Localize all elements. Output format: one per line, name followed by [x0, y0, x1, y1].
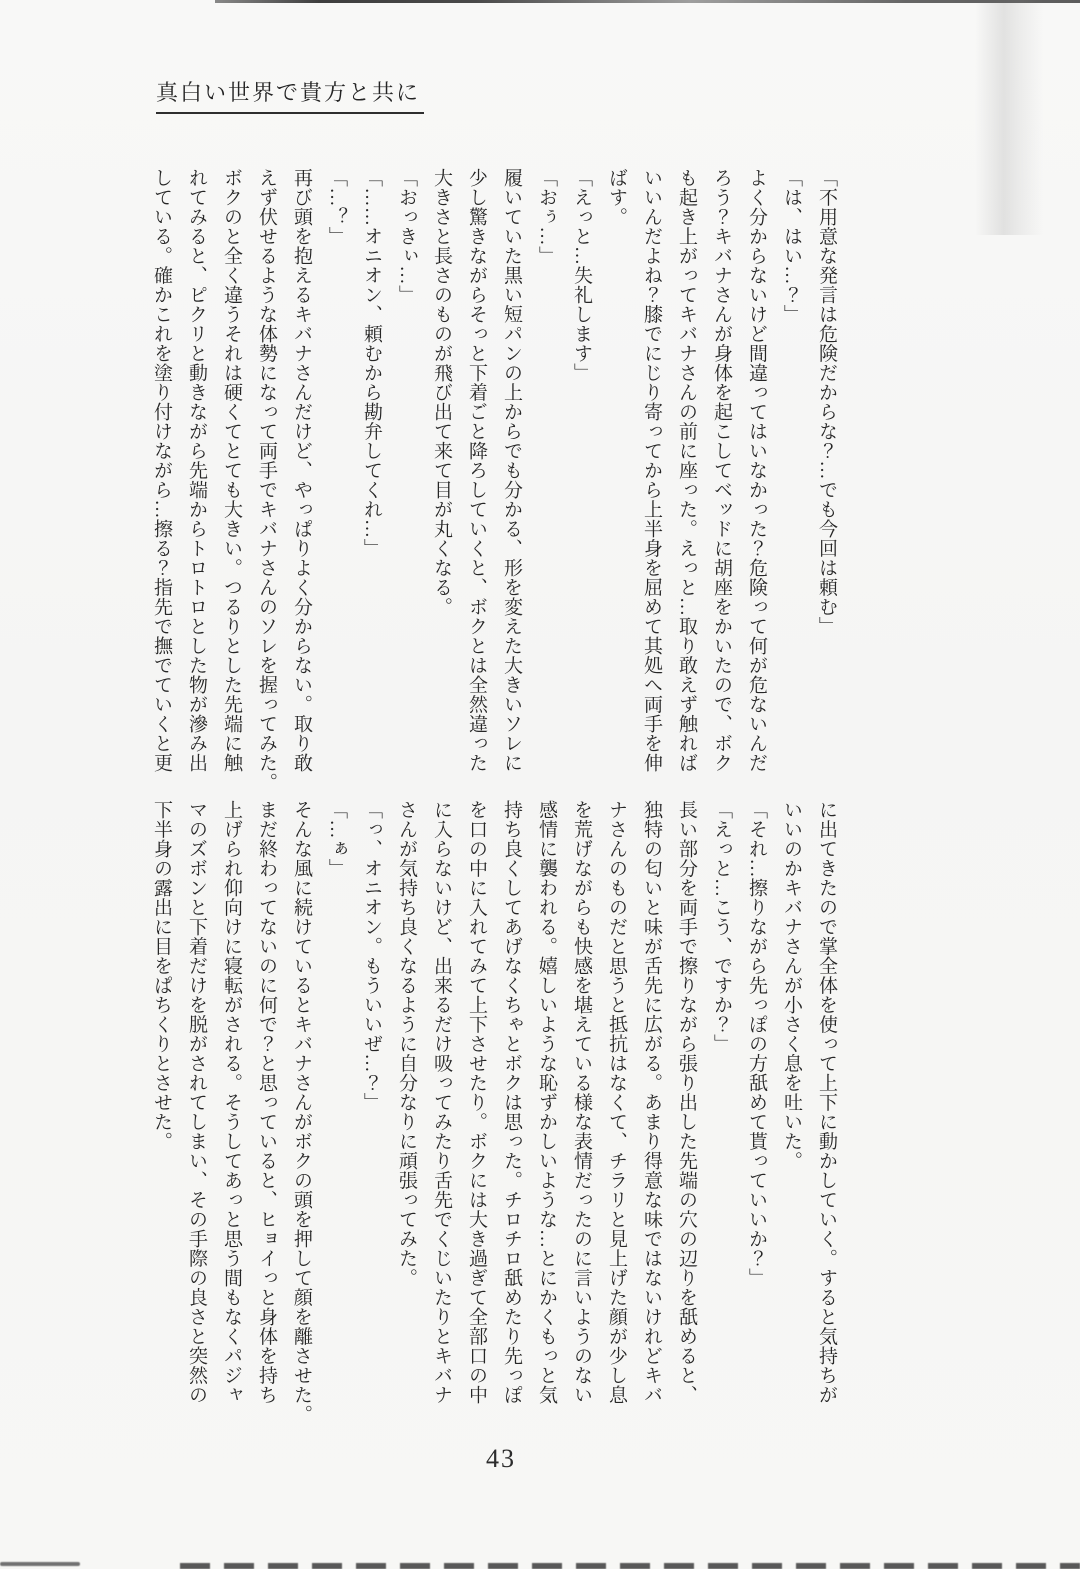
- scan-artifact-bottom-edge: [0, 1561, 1080, 1569]
- text-column: 「えっと…失礼します」: [571, 168, 592, 383]
- page-header-title: 真白い世界で貴方と共に: [156, 76, 424, 114]
- text-column: を荒げながらも快感を堪えている様な表情だったのに言いようのない: [571, 800, 592, 1405]
- text-column: に入らないけど、出来るだけ吸ってみたり舌先でくじいたりとキバナ: [431, 800, 452, 1405]
- text-column: 少し驚きながらそっと下着ごと降ろしていくと、ボクとは全然違った: [466, 168, 487, 773]
- text-column: 「えっと…こう、ですか？」: [711, 800, 732, 1054]
- text-column: よく分からないけど間違ってはいなかった？危険って何が危ないんだ: [746, 168, 767, 773]
- text-column: 持ち良くしてあげなくちゃとボクは思った。チロチロ舐めたり先っぽ: [501, 800, 522, 1405]
- text-column: そんな風に続けているとキバナさんがボクの頭を押して顔を離させた。: [291, 800, 312, 1424]
- text-column: いいのかキバナさんが小さく息を吐いた。: [781, 800, 802, 1171]
- text-column: 「おぅ…」: [536, 168, 557, 266]
- text-column: 「それ…擦りながら先っぽの方舐めて貰っていいか？」: [746, 800, 767, 1288]
- text-column: ろう？キバナさんが身体を起こしてベッドに胡座をかいたので、ボク: [711, 168, 732, 773]
- text-column: を口の中に入れてみて上下させたり。ボクには大き過ぎて全部口の中: [466, 800, 487, 1405]
- text-column: 上げられ仰向けに寝転がされる。そうしてあっと思う間もなくパジャ: [221, 800, 242, 1405]
- text-column: 感情に襲われる。嬉しいような恥ずかしいような…とにかくもっと気: [536, 800, 557, 1405]
- text-column: 下半身の露出に目をぱちくりとさせた。: [151, 800, 172, 1151]
- scan-artifact-top-edge: [215, 0, 1080, 3]
- text-column: マのズボンと下着だけを脱がされてしまい、その手際の良さと突然の: [186, 800, 207, 1405]
- text-column: 「不用意な発言は危険だからな？…でも今回は頼む」: [816, 168, 837, 636]
- text-block-upper: [140, 168, 844, 808]
- text-column: さんが気持ち良くなるように自分なりに頑張ってみた。: [396, 800, 417, 1288]
- text-column: 大きさと長さのものが飛び出て来て目が丸くなる。: [431, 168, 452, 617]
- text-column: も起き上がってキバナさんの前に座った。えっと…取り敢えず触れば: [676, 168, 697, 773]
- text-column: 独特の匂いと味が舌先に広がる。あまり得意な味ではないけれどキバ: [641, 800, 662, 1405]
- text-column: 再び頭を抱えるキバナさんだけど、やっぱりよく分からない。取り敢: [291, 168, 312, 773]
- text-column: 「……オニオン、頼むから勘弁してくれ…」: [361, 168, 382, 558]
- text-column: 「…？」: [326, 168, 347, 246]
- text-column: 「…ぁ」: [326, 800, 347, 878]
- text-column: ナさんのものだと思うと抵抗はなくて、チラリと見上げた顔が少し息: [606, 800, 627, 1405]
- text-column: 「おっきぃ…」: [396, 168, 417, 305]
- scan-artifact-right-smudge: [975, 0, 1047, 235]
- text-column: している。確かこれを塗り付けながら…擦る？指先で撫でていくと更: [151, 168, 172, 773]
- text-block-lower: [140, 800, 844, 1440]
- page-number: 43: [486, 1444, 516, 1473]
- text-column: 「っ、オニオン。もういいぜ…？」: [361, 800, 382, 1112]
- text-column: 履いていた黒い短パンの上からでも分かる、形を変えた大きいソレに: [501, 168, 522, 773]
- text-column: に出てきたので掌全体を使って上下に動かしていく。すると気持ちが: [816, 800, 837, 1405]
- text-column: ボクのと全く違うそれは硬くてとても大きい。つるりとした先端に触: [221, 168, 242, 773]
- text-column: えず伏せるような体勢になって両手でキバナさんのソレを握ってみた。: [256, 168, 277, 792]
- text-column: いいんだよね？膝でにじり寄ってから上半身を屈めて其処へ両手を伸: [641, 168, 662, 773]
- text-column: 長い部分を両手で擦りながら張り出した先端の穴の辺りを舐めると、: [676, 800, 697, 1405]
- text-column: ばす。: [606, 168, 627, 227]
- text-column: れてみると、ピクリと動きながら先端からトロトロとした物が滲み出: [186, 168, 207, 773]
- text-column: まだ終わってないのに何で？と思っていると、ヒョイっと身体を持ち: [256, 800, 277, 1405]
- text-column: 「は、はい…？」: [781, 168, 802, 324]
